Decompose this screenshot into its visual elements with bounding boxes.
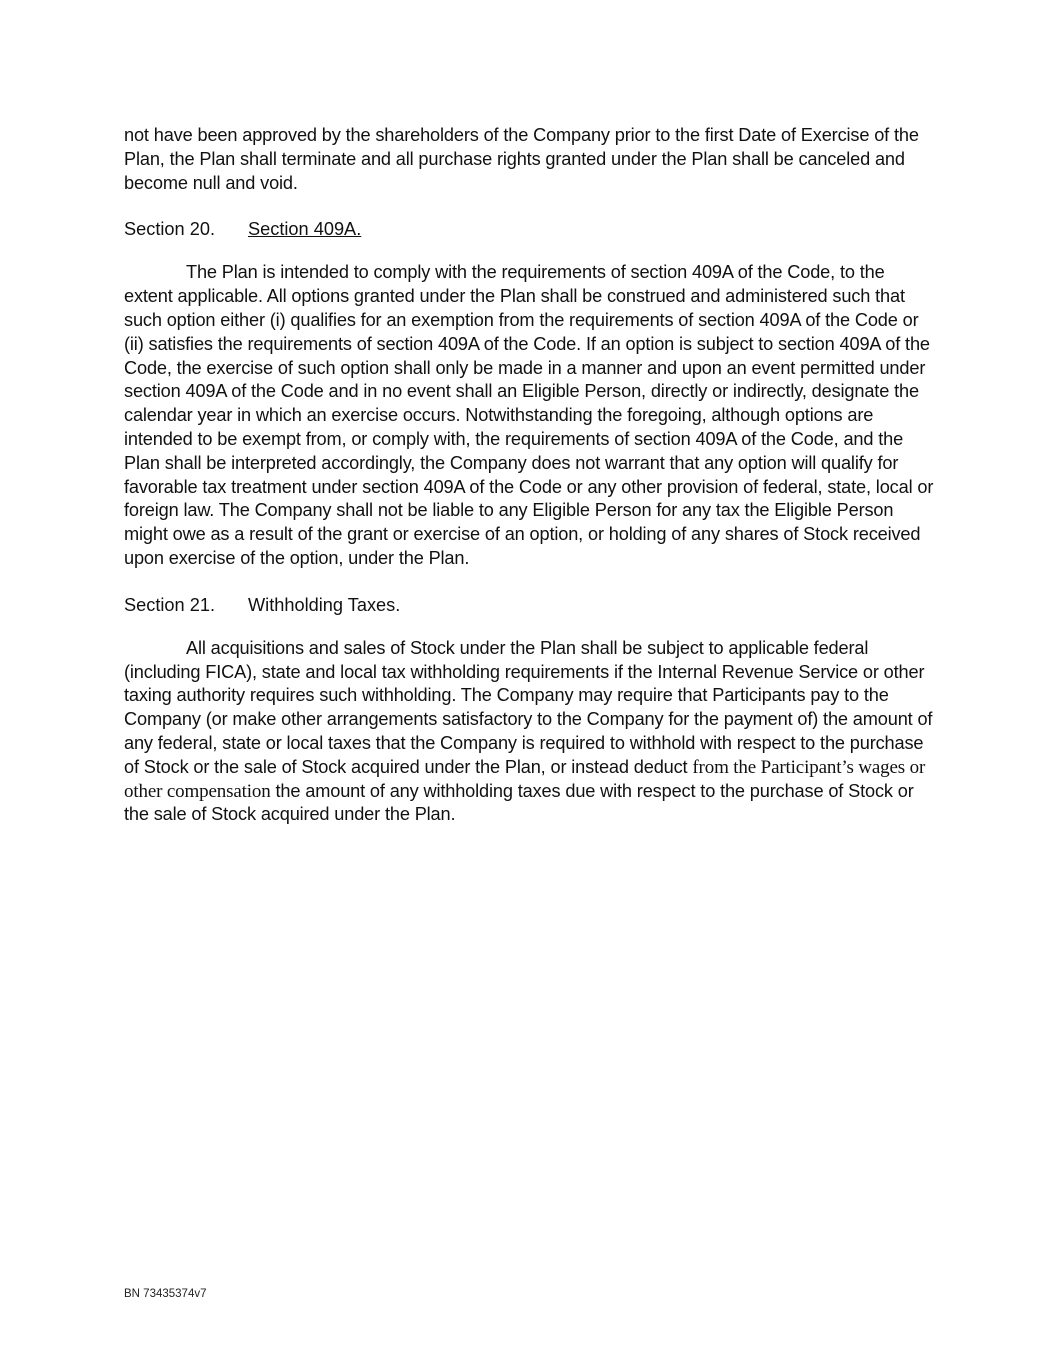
section-20-body: The Plan is intended to comply with the requirements of section 409A of the Code, to the extent applicable. All options granted under the Plan shall be construed and administered such that such option either (i) qualifies for an exemption from the requirements of section 409A of the Code or (ii) satisfies the requirements of section 409A of the Code. If an option is subject to section 409A of the Code, the exercise of such option shall only be made in a manner and upon an event permitted under section 409A of the Code and in no event shall an Eligible Person, directly or indirectly, designate the calendar year in which an exercise occurs. Notwithstanding the foregoing, although options are intended to be exempt from, or comply with, the requirements of section 409A of the Code, and the Plan shall be interpreted accordingly, the Company does not warrant that any option will qualify for favorable tax treatment under section 409A of the Code or any other provision of federal, state, local or foreign law. The Company shall not be liable to any Eligible Person for any tax the Eligible Person might owe as a result of the grant or exercise of an option, or holding of any shares of Stock received upon exercise of the option, under the Plan. [124,262,934,568]
section-21-number: Section 21. [124,594,215,615]
section-20-heading [124,217,936,241]
footer-doc-id: BN 73435374v7 [124,1288,207,1300]
document-page [124,124,936,827]
section-21-heading [124,593,936,617]
section-21-body [124,637,936,827]
section-20-number: Section 20. [124,219,215,240]
section-21-body-serif: from the Participant’s wages or other compensation [124,756,926,802]
intro-paragraph: not have been approved by the shareholders of the Company prior to the first Date of Exercise of the Plan, the Plan shall terminate and all purchase rights granted under the Plan shall be canceled and become null and void. [124,125,919,193]
section-21-body-part1: All acquisitions and sales of Stock under the Plan shall be subject to applicable federal (including FICA), state and local tax withholding requirements if the Internal Revenue Service or other taxing authority requires such withholding. The Company may require that Participants pay to the Company (or make other arrangements satisfactory to the Company for the payment of) the amount of any federal, state or local taxes that the Company is required to withhold with respect to the purchase of Stock or the sale of Stock acquired under the Plan, or instead deduct [124,637,933,777]
section-20-title: Section 409A. [248,219,362,240]
section-21-body-part2: the amount of any withholding taxes due with respect to the purchase of Stock or the sale of Stock acquired under the Plan. [124,780,914,825]
section-21-title: Withholding Taxes. [248,594,401,615]
